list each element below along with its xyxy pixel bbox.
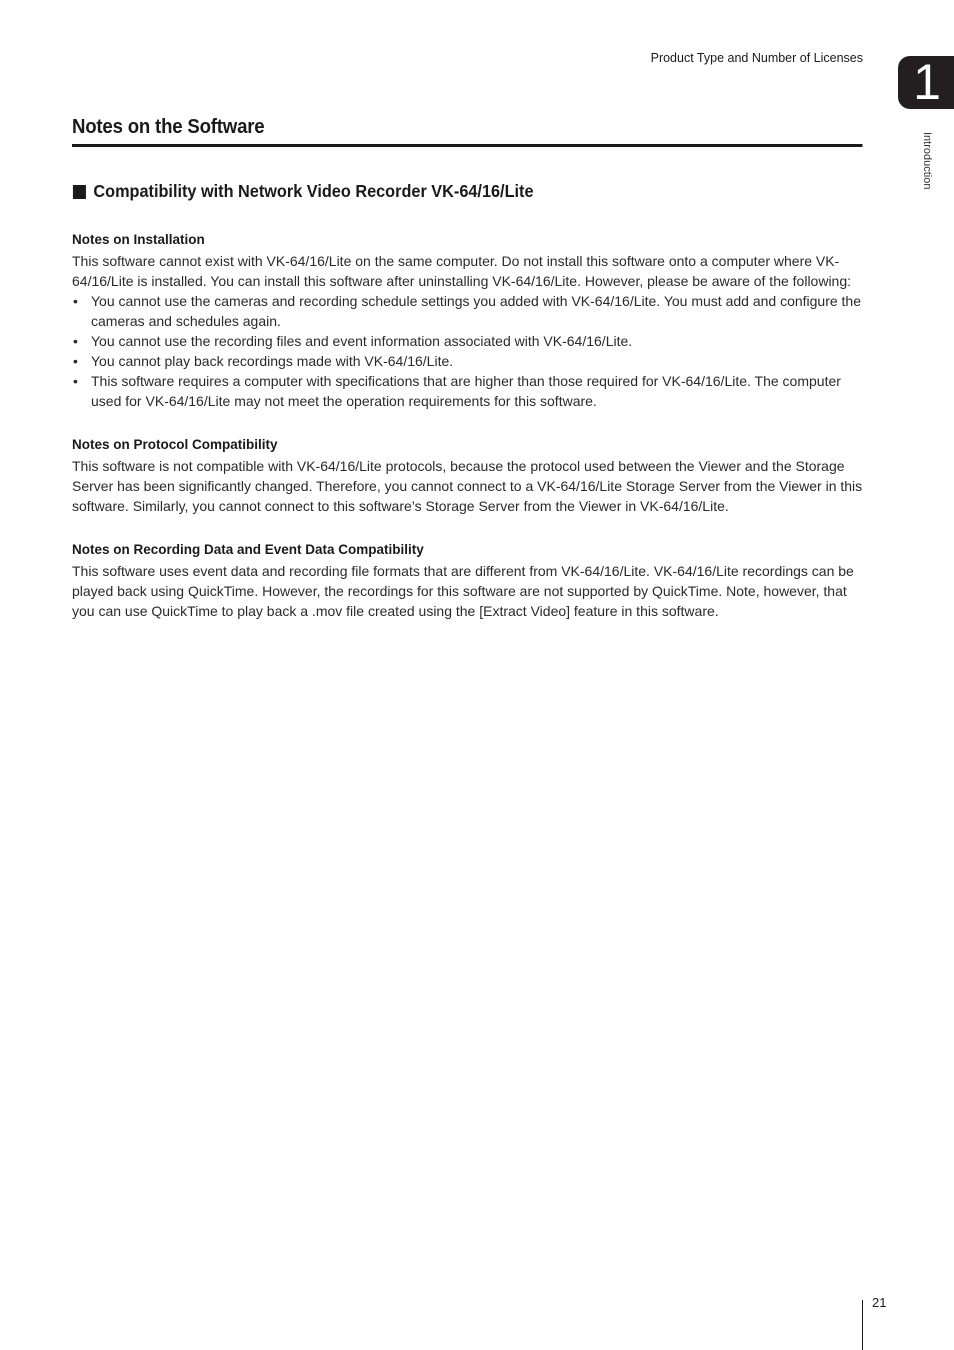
list-item: • You cannot use the cameras and recording schedule settings you added with VK-64/16/Lite. You must add and configure the cameras and schedules again. bbox=[73, 293, 862, 329]
recording-heading: Notes on Recording Data and Event Data Compatibility bbox=[72, 542, 424, 557]
protocol-text: This software is not compatible with VK-64/16/Lite protocols, because the protocol used between the Viewer and the Storage Server has been significantly changed. Therefore, you cannot connect to a VK-64/16/Lite Storage Server from the Viewer in this software. Similarly, you cannot connect to this software’s Storage Server from the Viewer in VK-64/16/Lite. bbox=[72, 458, 863, 514]
installation-list bbox=[72, 291, 863, 411]
installation-heading: Notes on Installation bbox=[72, 232, 205, 247]
list-item: • This software requires a computer with specifications that are higher than those required for VK-64/16/Lite. The computer used for VK-64/16/Lite may not meet the operation requirements for this software. bbox=[73, 373, 841, 409]
chapter-tab: 1 bbox=[898, 56, 954, 109]
protocol-notes bbox=[72, 435, 863, 516]
installation-intro: This software cannot exist with VK-64/16/Lite on the same computer. Do not install this software onto a computer where VK-64/16/Lite is installed. You can install this software after uninstalling VK-64/16/Lite. However, please be aware of the following: bbox=[72, 253, 852, 289]
page-content bbox=[72, 116, 863, 621]
protocol-heading: Notes on Protocol Compatibility bbox=[72, 437, 278, 452]
running-header: Product Type and Number of Licenses bbox=[650, 51, 863, 65]
installation-notes bbox=[72, 230, 863, 411]
list-item: • You cannot play back recordings made with VK-64/16/Lite. bbox=[73, 353, 454, 369]
footer-rule bbox=[862, 1300, 863, 1350]
chapter-side-label: Introduction bbox=[921, 132, 933, 190]
subsection-title: Compatibility with Network Video Recorder VK-64/16/Lite bbox=[93, 181, 534, 201]
recording-notes bbox=[72, 540, 863, 621]
page-number: 21 bbox=[872, 1295, 887, 1310]
subsection-heading bbox=[72, 181, 808, 202]
section-title: Notes on the Software bbox=[72, 116, 863, 147]
square-bullet-icon bbox=[73, 185, 86, 199]
recording-text: This software uses event data and recording file formats that are different from VK-64/16/Lite. VK-64/16/Lite recordings can be played back using QuickTime. However, the recordings for this software are not supported by QuickTime. Note, however, that you can use QuickTime to play back a .mov file created using the [Extract Video] feature in this software. bbox=[72, 563, 854, 619]
list-item: • You cannot use the recording files and event information associated with VK-64/16/Lite. bbox=[73, 333, 633, 349]
